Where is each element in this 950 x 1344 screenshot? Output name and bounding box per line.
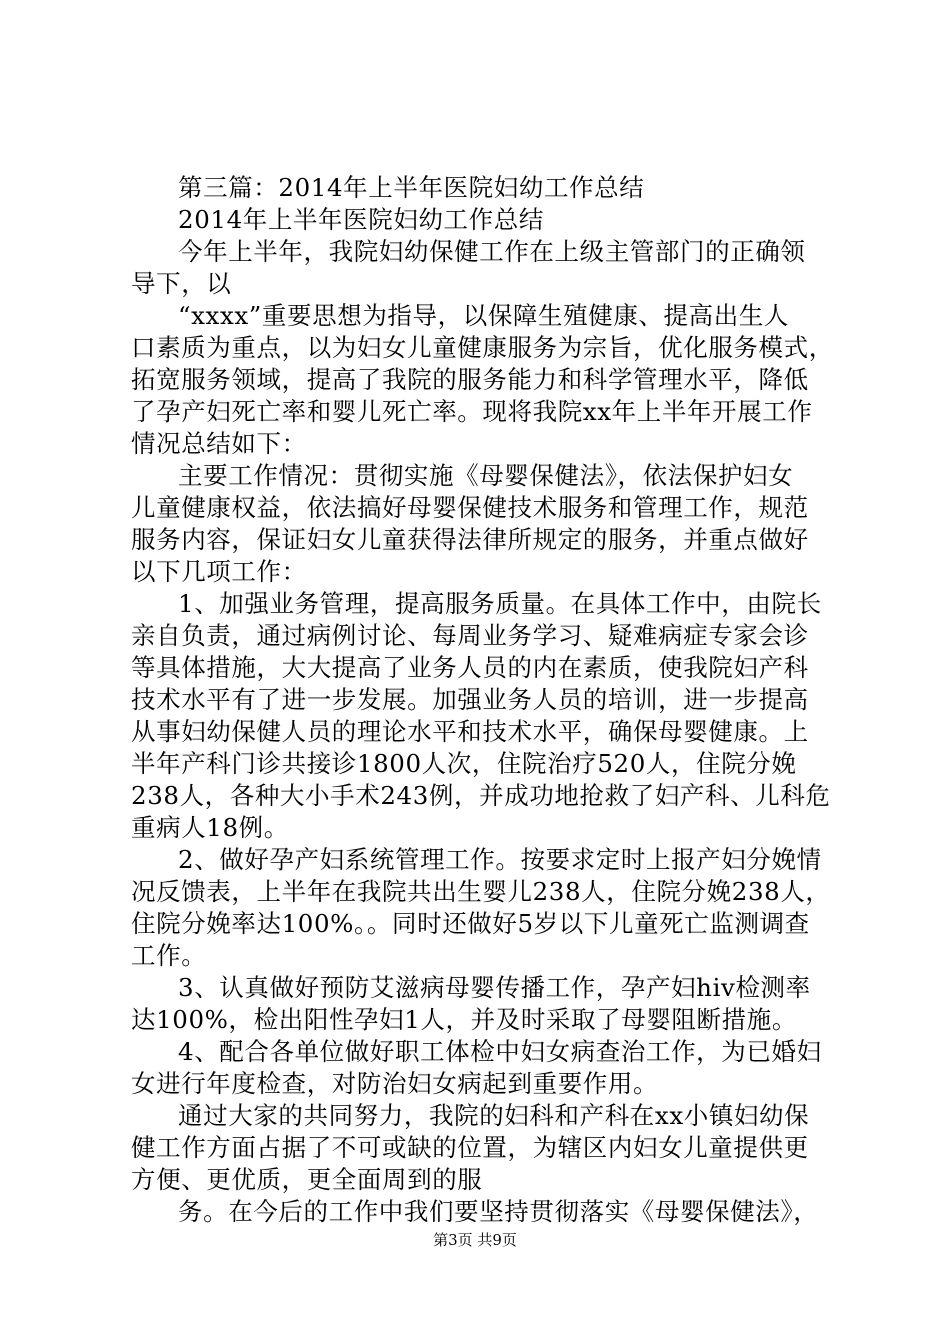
text-line: 拓宽服务领域，提高了我院的服务能力和科学管理水平，降低 [131, 365, 809, 394]
text-line: 今年上半年，我院妇幼保健工作在上级主管部门的正确领 [178, 237, 806, 266]
text-line: 了孕产妇死亡率和婴儿死亡率。现将我院xx年上半年开展工作 [131, 397, 813, 426]
text-line: 238人，各种大小手术243例，并成功地抢救了妇产科、儿科危 [131, 781, 831, 810]
text-line: 情况总结如下： [131, 429, 307, 458]
text-line: 达100%，检出阳性孕妇1人，并及时采取了母婴阻断措施。 [131, 1005, 797, 1034]
text-line: 主要工作情况：贯彻实施《母婴保健法》，依法保护妇女 [178, 461, 794, 490]
text-line: 1、加强业务管理，提高服务质量。在具体工作中，由院长 [178, 589, 822, 618]
text-line: 住院分娩率达100%。。同时还做好5岁以下儿童死亡监测调查 [131, 909, 810, 938]
text-line: 务。在今后的工作中我们要坚持贯彻落实《母婴保健法》， [178, 1197, 819, 1226]
text-line: 重病人18例。 [131, 813, 289, 842]
text-line: 4、配合各单位做好职工体检中妇女病查治工作，为已婚妇 [178, 1037, 822, 1066]
text-line: 儿童健康权益，依法搞好母婴保健技术服务和管理工作，规范 [131, 493, 809, 522]
text-line: 2、做好孕产妇系统管理工作。按要求定时上报产妇分娩情 [178, 845, 822, 874]
text-line: 3、认真做好预防艾滋病母婴传播工作，孕产妇hiv检测率 [178, 973, 811, 1002]
text-line: 半年产科门诊共接诊1800人次，住院治疗520人，住院分娩 [131, 749, 797, 778]
text-line: 服务内容，保证妇女儿童获得法律所规定的服务，并重点做好 [131, 525, 809, 554]
text-line: 亲自负责，通过病例讨论、每周业务学习、疑难病症专家会诊 [131, 621, 809, 650]
text-line: 女进行年度检查，对防治妇女病起到重要作用。 [131, 1069, 659, 1098]
text-line: 工作。 [131, 941, 207, 970]
text-line: 通过大家的共同努力，我院的妇科和产科在xx小镇妇幼保 [178, 1101, 810, 1130]
text-line: 等具体措施，大大提高了业务人员的内在素质，使我院妇产科 [131, 653, 809, 682]
text-line: 导下，以 [131, 269, 232, 298]
text-line: 况反馈表，上半年在我院共出生婴儿238人，住院分娩238人， [131, 877, 831, 906]
text-line: 健工作方面占据了不可或缺的位置，为辖区内妇女儿童提供更 [131, 1133, 809, 1162]
text-line: 以下几项工作： [131, 557, 307, 586]
text-line: 技术水平有了进一步发展。加强业务人员的培训，进一步提高 [131, 685, 809, 714]
page-number-footer: 第3页 共9页 [433, 1231, 517, 1249]
text-line: 方便、更优质，更全面周到的服 [131, 1165, 483, 1194]
document-title: 2014年上半年医院妇幼工作总结 [178, 205, 544, 234]
text-line: 口素质为重点，以为妇女儿童健康服务为宗旨，优化服务模式， [131, 333, 834, 362]
text-line: 从事妇幼保健人员的理论水平和技术水平，确保母婴健康。上 [131, 717, 809, 746]
document-section-title: 第三篇：2014年上半年医院妇幼工作总结 [178, 173, 645, 202]
text-line: “xxxx”重要思想为指导，以保障生殖健康、提高出生人 [178, 301, 790, 330]
